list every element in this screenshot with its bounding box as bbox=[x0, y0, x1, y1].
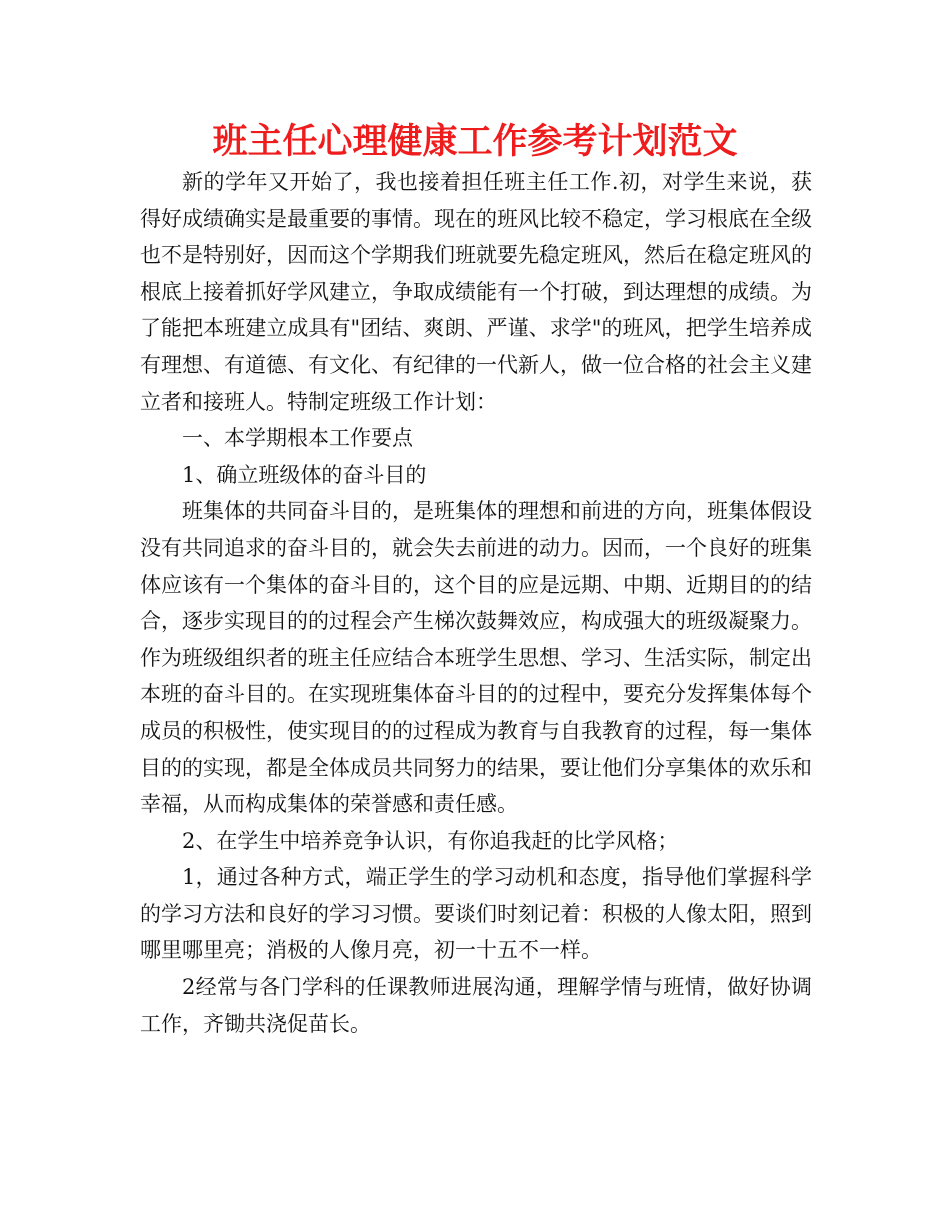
document-body bbox=[140, 164, 812, 1042]
paragraph-point-2: 2经常与各门学科的任课教师进展沟通，理解学情与班情，做好协调工作，齐锄共浇促苗长。 bbox=[140, 975, 812, 1036]
section-heading: 一、本学期根本工作要点 bbox=[182, 426, 413, 451]
paragraph-point-1: 1，通过各种方式，端正学生的学习动机和态度，指导他们掌握科学的学习方法和良好的学习习惯。要谈们时刻记着：积极的人像太阳，照到哪里哪里亮；消极的人像月亮，初一十五不一样。 bbox=[140, 865, 812, 963]
subsection-heading: 2、在学生中培养竞争认识，有你追我赶的比学风格； bbox=[182, 828, 679, 853]
document-title: 班主任心理健康工作参考计划范文 bbox=[212, 122, 738, 162]
paragraph-goal: 班集体的共同奋斗目的，是班集体的理想和前进的方向，班集体假设没有共同追求的奋斗目的，就会失去前进的动力。因而，一个良好的班集体应该有一个集体的奋斗目的，这个目的应是远期、中期、近期目的的结合，逐步实现目的的过程会产生梯次鼓舞效应，构成强大的班级凝聚力。作为班级组织者的班主任应结合本班学生思想、学习、生活实际，制定出本班的奋斗目的。在实现班集体奋斗目的的过程中，要充分发挥集体每个成员的积极性，使实现目的的过程成为教育与自我教育的过程，每一集体目的的实现，都是全体成员共同努力的结果，要让他们分享集体的欢乐和幸福，从而构成集体的荣誉感和责任感。 bbox=[140, 499, 812, 817]
paragraph-intro: 新的学年又开始了，我也接着担任班主任工作.初，对学生来说，获得好成绩确实是最重要的事情。现在的班风比较不稳定，学习根底在全级也不是特别好，因而这个学期我们班就要先稳定班风，然后在稳定班风的根底上接着抓好学风建立，争取成绩能有一个打破，到达理想的成绩。为了能把本班建立成具有"团结、爽朗、严谨、求学"的班风，把学生培养成有理想、有道德、有文化、有纪律的一代新人，做一位合格的社会主义建立者和接班人。特制定班级工作计划： bbox=[140, 170, 812, 414]
subsection-heading: 1、确立班级体的奋斗目的 bbox=[182, 462, 427, 487]
